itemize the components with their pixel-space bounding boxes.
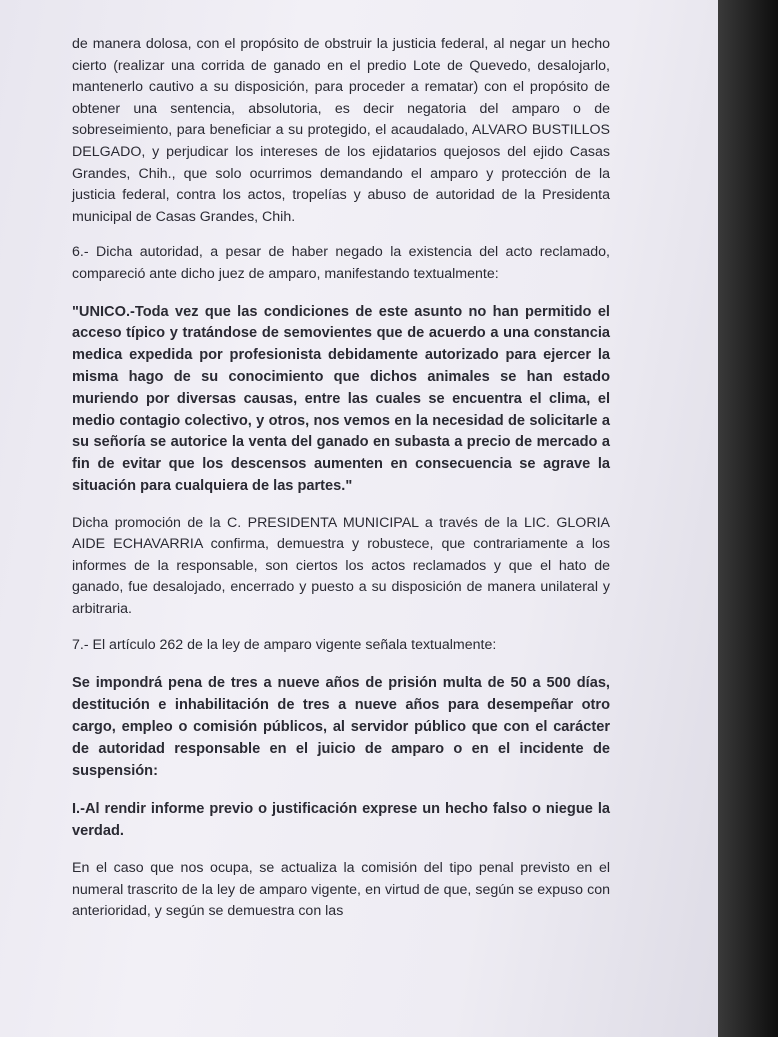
quoted-statement: "UNICO.-Toda vez que las condiciones de este asunto no han permitido el acceso típico y tratándose de semovientes que de acuerdo a una constancia medica expedida por profesionista debidamente autorizado para ejercer la misma hago de su conocimiento que dichos animales se han estado muriendo por diversas causas, entre las cuales se encuentra el clima, el medio contagio colectivo, y otros, nos vemos en la necesidad de solicitarle a su señoría se autorice la venta del ganado en subasta a precio de mercado a fin de evitar que los descensos aumenten en consecuencia se agrave la situación para cualquiera de las partes." (72, 303, 610, 494)
document-body (72, 34, 610, 923)
paragraph-6: 6.- Dicha autoridad, a pesar de haber negado la existencia del acto reclamado, compareció ante dicho juez de amparo, manifestando textualmente: (72, 244, 610, 282)
background-edge (718, 0, 778, 1037)
law-text: Se impondrá pena de tres a nueve años de prisión multa de 50 a 500 días, destitución e inhabilitación de tres a nueve años para desempeñar otro cargo, empleo o comisión públicos, al servidor público que con el carácter de autoridad responsable en el juicio de amparo o en el incidente de suspensión: (72, 675, 610, 780)
fraccion-i: I.-Al rendir informe previo o justificación exprese un hecho falso o niegue la verdad. (72, 801, 610, 840)
paragraph-intro: de manera dolosa, con el propósito de obstruir la justicia federal, al negar un hecho cierto (realizar una corrida de ganado en el predio Lote de Quevedo, desalojarlo, mantenerlo cautivo a su disposición, para proceder a rematar) con el propósito de obtener una sentencia, absolutoria, es decir negatoria del amparo o de sobreseimiento, para beneficiar a su protegido, el acaudalado, ALVARO BUSTILLOS DELGADO, y perjudicar los intereses de los ejidatarios quejosos del ejido Casas Grandes, Chih., que solo ocurrimos demandando el amparo y protección de la justicia federal, contra los actos, tropelías y abuso de autoridad de la Presidenta municipal de Casas Grandes, Chih. (72, 36, 610, 225)
paragraph-final: En el caso que nos ocupa, se actualiza la comisión del tipo penal previsto en el numeral trascrito de la ley de amparo vigente, en virtud de que, según se expuso con anterioridad, y según se demuestra con las (72, 860, 610, 920)
paragraph-7: 7.- El artículo 262 de la ley de amparo vigente señala textualmente: (72, 636, 497, 653)
paragraph-promocion: Dicha promoción de la C. PRESIDENTA MUNICIPAL a través de la LIC. GLORIA AIDE ECHAVARRIA confirma, demuestra y robustece, que contrariamente a los informes de la responsable, son ciertos los actos reclamados y que el hato de ganado, fue desalojado, encerrado y puesto a su disposición de manera unilateral y arbitraria. (72, 514, 610, 618)
